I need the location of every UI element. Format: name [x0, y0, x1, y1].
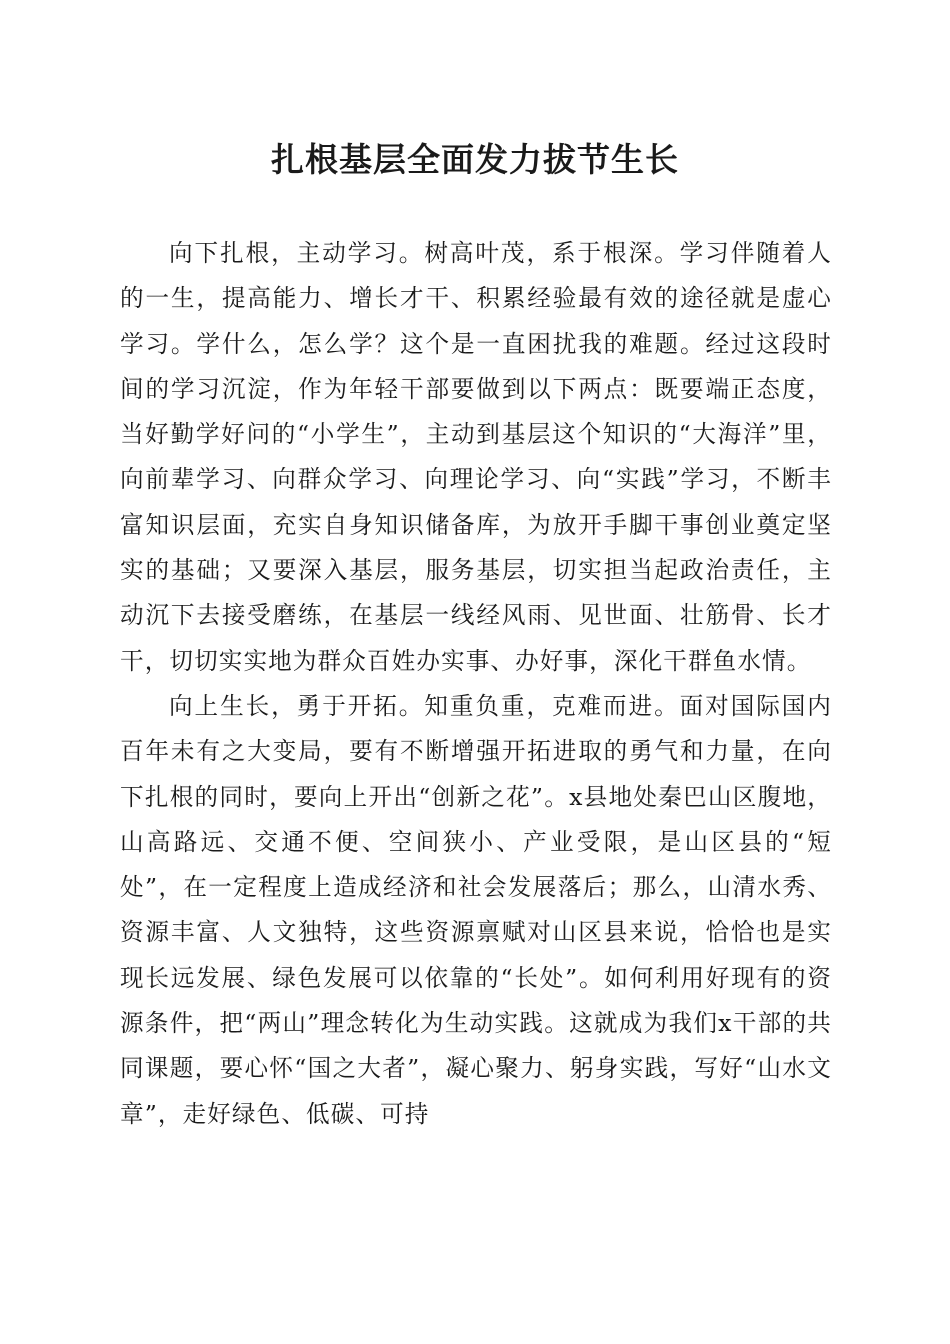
- document-body: [120, 231, 832, 1137]
- document-title: 扎根基层全面发力拔节生长: [271, 140, 679, 179]
- paragraph-grow-up-pioneering: 向上生长，勇于开拓。知重负重，克难而进。面对国际国内百年未有之大变局，要有不断增强开拓进取的勇气和力量，在向下扎根的同时，要向上开出“创新之花”。x县地处秦巴山区腹地，山高路远、交通不便、空间狭小、产业受限，是山区县的“短处”，在一定程度上造成经济和社会发展落后；那么，山清水秀、资源丰富、人文独特，这些资源禀赋对山区县来说，恰恰也是实现长远发展、绿色发展可以依靠的“长处”。如何利用好现有的资源条件，把“两山”理念转化为生动实践。这就成为我们x干部的共同课题，要心怀“国之大者”，凝心聚力、躬身实践，写好“山水文章”，走好绿色、低碳、可持: [120, 691, 832, 1128]
- paragraph-root-down-learning: 向下扎根，主动学习。树高叶茂，系于根深。学习伴随着人的一生，提高能力、增长才干、积累经验最有效的途径就是虚心学习。学什么，怎么学？这个是一直困扰我的难题。经过这段时间的学习沉淀，作为年轻干部要做到以下两点：既要端正态度，当好勤学好问的“小学生”，主动到基层这个知识的“大海洋”里，向前辈学习、向群众学习、向理论学习、向“实践”学习，不断丰富知识层面，充实自身知识储备库，为放开手脚干事创业奠定坚实的基础；又要深入基层，服务基层，切实担当起政治责任，主动沉下去接受磨练，在基层一线经风雨、见世面、壮筋骨、长才干，切切实实地为群众百姓办实事、办好事，深化干群鱼水情。: [120, 239, 832, 675]
